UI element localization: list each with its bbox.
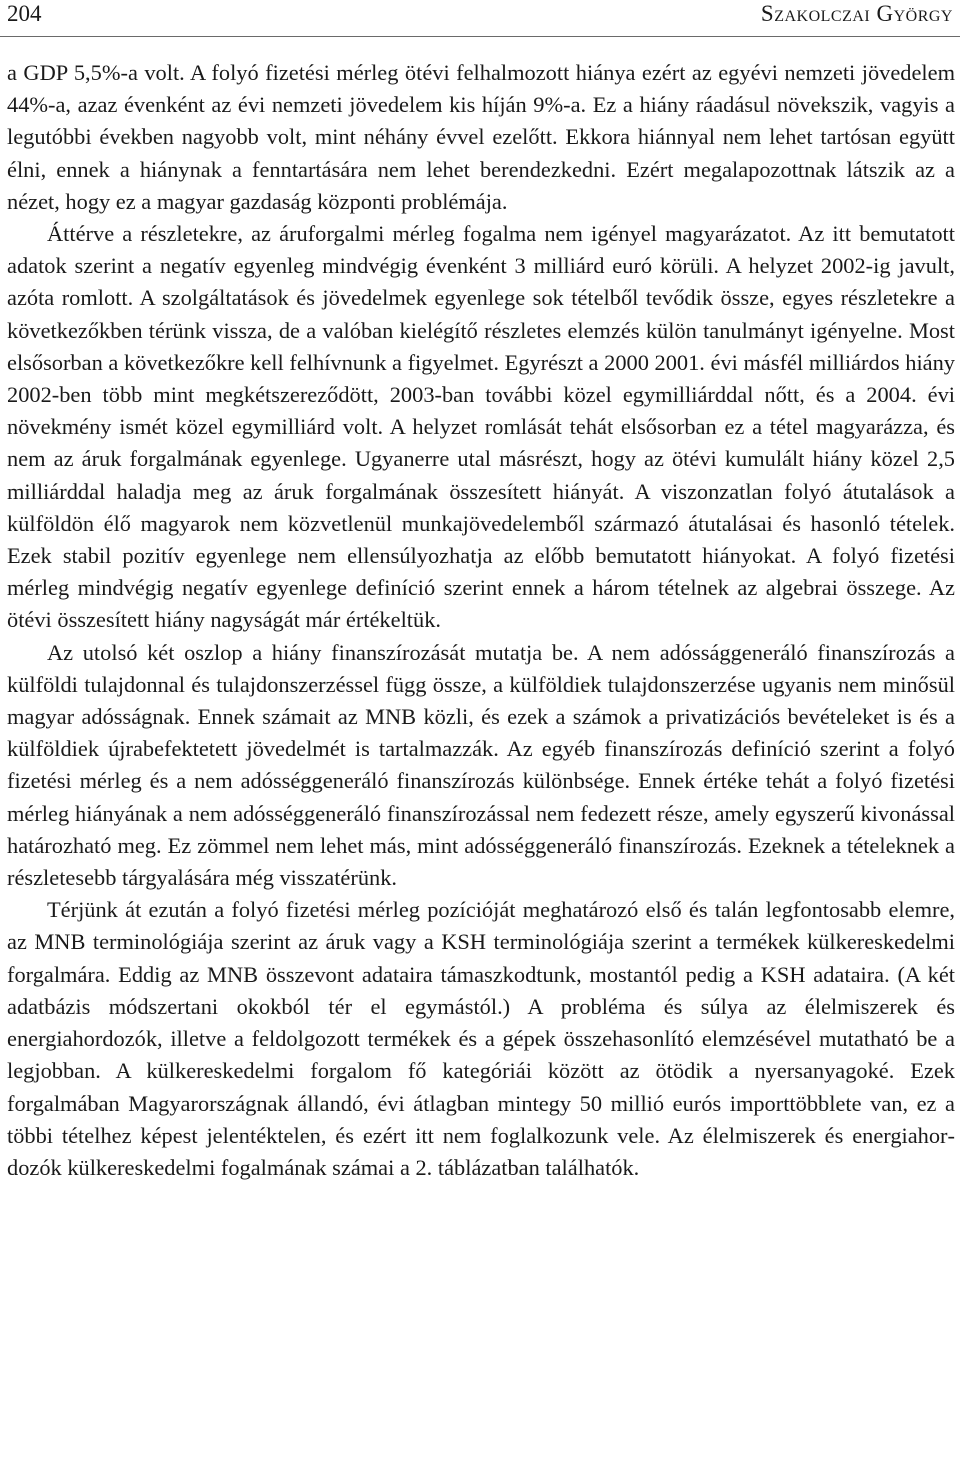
paragraph: a GDP 5,5%-a volt. A folyó fizetési mérleg ötévi felhalmozott hiánya ezért az egyévi nemzeti jövedelem 44%-a, azaz évenként az évi nemzeti jövedelem kis híján 9%-a. Ez a hiány ráadásul növekszik, vagyis a legutóbbi években nagyobb volt, mint néhány évvel ezelőtt. Ekkora hiánnyal nem lehet tartósan együtt élni, ennek a hiánynak a fenntartására nem lehet berendezkedni. Ezért megalapozottnak látszik az a nézet, hogy ez a magyar gazdaság központi problémája. xyxy=(7,60,955,214)
body-text xyxy=(7,57,955,1184)
paragraph: Az utolsó két oszlop a hiány finanszírozását mutatja be. A nem adóssággeneráló finanszírozás a külföldi tulajdonnal és tulajdonszerzéssel függ össze, a külföldiek tulajdonszerzése ugyanis nem minősül magyar adósságnak. Ennek számait az MNB közli, és ezek a számok a privatizációs bevételeket is és a külföldiek újrabefektetett jövedelmét is tartalmazzák. Az egyéb finanszírozás definíció szerint a folyó fizetési mérleg és a nem adósséggeneráló finanszírozás különbsége. Ennek értéke tehát a folyó fizetési mérleg hiányának a nem adósséggeneráló finanszírozással nem fedezett része, amely egyszerű kivonással határozható meg. Ez zömmel nem lehet más, mint adósséggeneráló finanszírozás. Ezeknek a tételeknek a részletesebb tárgyalására még visszatérünk. xyxy=(7,639,955,891)
running-head xyxy=(7,0,953,28)
page-number: 204 xyxy=(7,1,42,26)
paragraph: Térjünk át ezután a folyó fizetési mérleg pozícióját meghatározó első és talán legfontosabb elemre, az MNB terminológiája szerint az áruk vagy a KSH terminológiája szerint a termékek külkereskedelmi forgalmára. Eddig az MNB összevont adataira támaszkodtunk, mostantól pedig a KSH adataira. (A két adatbázis módszertani okokból tér el egymástól.) A probléma és súlya az élelmiszerek és energiahordozók, illetve a feldolgozott termékek és a gépek összehasonlító elemzésével mutatható be a legjobban. A külkereskedelmi forgalom fő kategóriái között az ötödik a nyersanyagoké. Ezek forgalmában Magyarországnak állandó, évi átlagban mintegy 50 millió eurós importtöbblete van, ez a többi tételhez képest jelentéktelen, és ezért itt nem foglalkozunk vele. Az élelmiszerek és energiahordozók külkereskedelmi fogalmának számai a 2. táblázatban találhatók. xyxy=(7,897,955,1180)
paragraph: Áttérve a részletekre, az áruforgalmi mérleg fogalma nem igényel magyarázatot. Az itt bemutatott adatok szerint a negatív egyenleg mindvégig évenként 3 milliárd euró körüli. A helyzet 2002-ig javult, azóta romlott. A szolgáltatások és jövedelmek egyenlege sok tételből tevődik össze, egyes részletekre a következőkben térünk vissza, de a valóban kielégítő részletes elemzés külön tanulmányt igényelne. Most elsősorban a következőkre kell felhívnunk a figyelmet. Egyrészt a 2000 2001. évi másfél milliárdos hiány 2002-ben több mint megkétszereződött, 2003-ban további közel egymilliárddal nőtt, és a 2004. évi növekmény ismét közel egymilliárd volt. A helyzet romlását tehát elsősorban ez a tétel magyarázza, és nem az áruk forgalmának egyenlege. Ugyanerre utal másrészt, hogy az ötévi kumulált hiány közel 2,5 milliárddal haladja meg az áruk forgalmának összesített hiányát. A viszonzatlan folyó átutalások a külföldön élő magyarok nem közvetlenül munkajövedelemből származó átutalásai és hasonló tételek. Ezek stabil pozitív egyenlege nem ellensúlyozhatja az előbb bemutatott hiányokat. A folyó fizetési mérleg mindvégig negatív egyenlege definíció szerint ennek a három tételnek az algebrai összege. Az ötévi összesített hiány nagyságát már értékeltük. xyxy=(7,221,955,633)
header-rule xyxy=(0,36,960,37)
running-head-author: Szakolczai György xyxy=(760,1,953,26)
